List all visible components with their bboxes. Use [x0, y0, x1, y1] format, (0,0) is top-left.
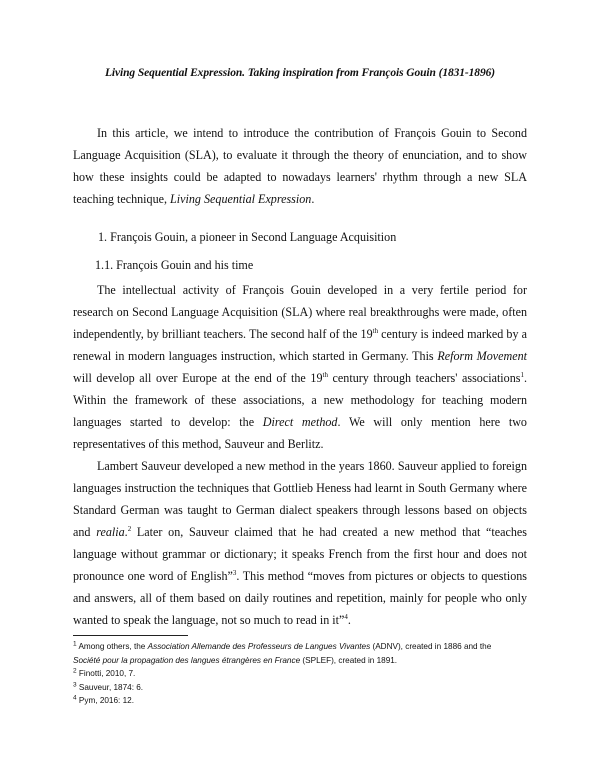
para1-text: century through teachers' associations — [327, 371, 521, 385]
footnote-text: (SPLEF), created in 1891. — [300, 655, 398, 665]
footnote-1 — [73, 640, 533, 654]
footnote-ref-2[interactable]: 2 — [127, 524, 132, 533]
footnote-text: Finotti, 2010, 7. — [76, 669, 136, 678]
para2-text: . — [347, 613, 351, 627]
para2-text: . — [124, 525, 128, 539]
subsection-heading: 1.1. François Gouin and his time — [95, 258, 254, 272]
reform-movement-italic: Reform Movement — [437, 349, 527, 363]
footnote-italic: Société pour la propagation des langues étrangères en France — [73, 655, 301, 665]
footnote-text: Among others, the — [76, 642, 148, 651]
footnote-ref-3[interactable]: 3 — [232, 568, 237, 577]
para1-text: . Within the framework of these associations, a new methodology for teaching modern languages started to develop: the — [73, 371, 527, 429]
footnote-4 — [73, 694, 533, 708]
para1-text: . We will only mention here two representatives of this method, Sauveur and Berlitz. — [73, 415, 527, 451]
direct-method-italic: Direct method — [262, 415, 338, 429]
footnote-number: 2 — [73, 667, 77, 675]
footnote-ref-4[interactable]: 4 — [344, 612, 348, 621]
body-paragraph-1 — [73, 279, 527, 455]
intro-paragraph — [73, 122, 527, 210]
superscript: th — [322, 370, 328, 379]
body-paragraph-2 — [73, 455, 527, 631]
footnote-number: 3 — [73, 680, 77, 688]
footnote-ref-1[interactable]: 1 — [520, 370, 524, 379]
footnote-text: (ADNV), created in 1886 and the — [370, 642, 492, 651]
footnote-text: Pym, 2016: 12. — [76, 696, 134, 705]
footnotes — [73, 640, 533, 708]
paper-title: Living Sequential Expression. Taking inspiration from François Gouin (1831-1896) — [105, 67, 495, 79]
footnote-divider — [73, 635, 188, 636]
para1-text: will develop all over Europe at the end of the 19 — [73, 371, 323, 385]
footnote-italic: Association Allemande des Professeurs de Langues Vivantes — [147, 642, 371, 651]
para2-text: Later on, Sauveur claimed that he had created a new method that “teaches language without grammar or dictionary; it speaks French from the first hour and does not pronounce one word of English” — [73, 525, 527, 583]
para2-text: Lambert Sauveur developed a new method in the years 1860. Sauveur applied to foreign languages instruction the techniques that Gottlieb Heness had learnt in South Germany where Standard German was taught to German dialect speakers through lessons based on objects and — [73, 459, 527, 539]
intro-italic: Living Sequential Expression — [170, 192, 312, 206]
footnote-text: Sauveur, 1874: 6. — [76, 682, 144, 692]
intro-end: . — [311, 192, 315, 206]
footnote-number: 1 — [73, 640, 77, 648]
footnote-3 — [73, 681, 533, 695]
footnote-2 — [73, 667, 533, 681]
para1-text: century is indeed marked by a renewal in modern languages instruction, which started in Germany. This — [73, 327, 527, 363]
footnote-1-cont — [73, 654, 533, 668]
intro-text: In this article, we intend to introduce the contribution of François Gouin to Second Language Acquisition (SLA), to evaluate it through the theory of enunciation, and to show how these insights could be adapted to nowadays learners' rhythm through a new SLA teaching technique, — [73, 126, 527, 206]
realia-italic: realia — [96, 525, 125, 539]
superscript: th — [372, 326, 379, 335]
para2-text: . This method “moves from pictures or objects to questions and answers, all of them based on daily routines and repetition, mainly for people who only wanted to speak the language, not so much to read in it” — [73, 569, 528, 627]
footnote-number: 4 — [73, 694, 77, 702]
section-heading: 1. François Gouin, a pioneer in Second Language Acquisition — [98, 230, 397, 244]
para1-text: The intellectual activity of François Gouin developed in a very fertile period for research on Second Language Acquisition (SLA) where real breakthroughs were made, often independently, by brilliant teachers. The second half of the 19 — [73, 283, 527, 341]
